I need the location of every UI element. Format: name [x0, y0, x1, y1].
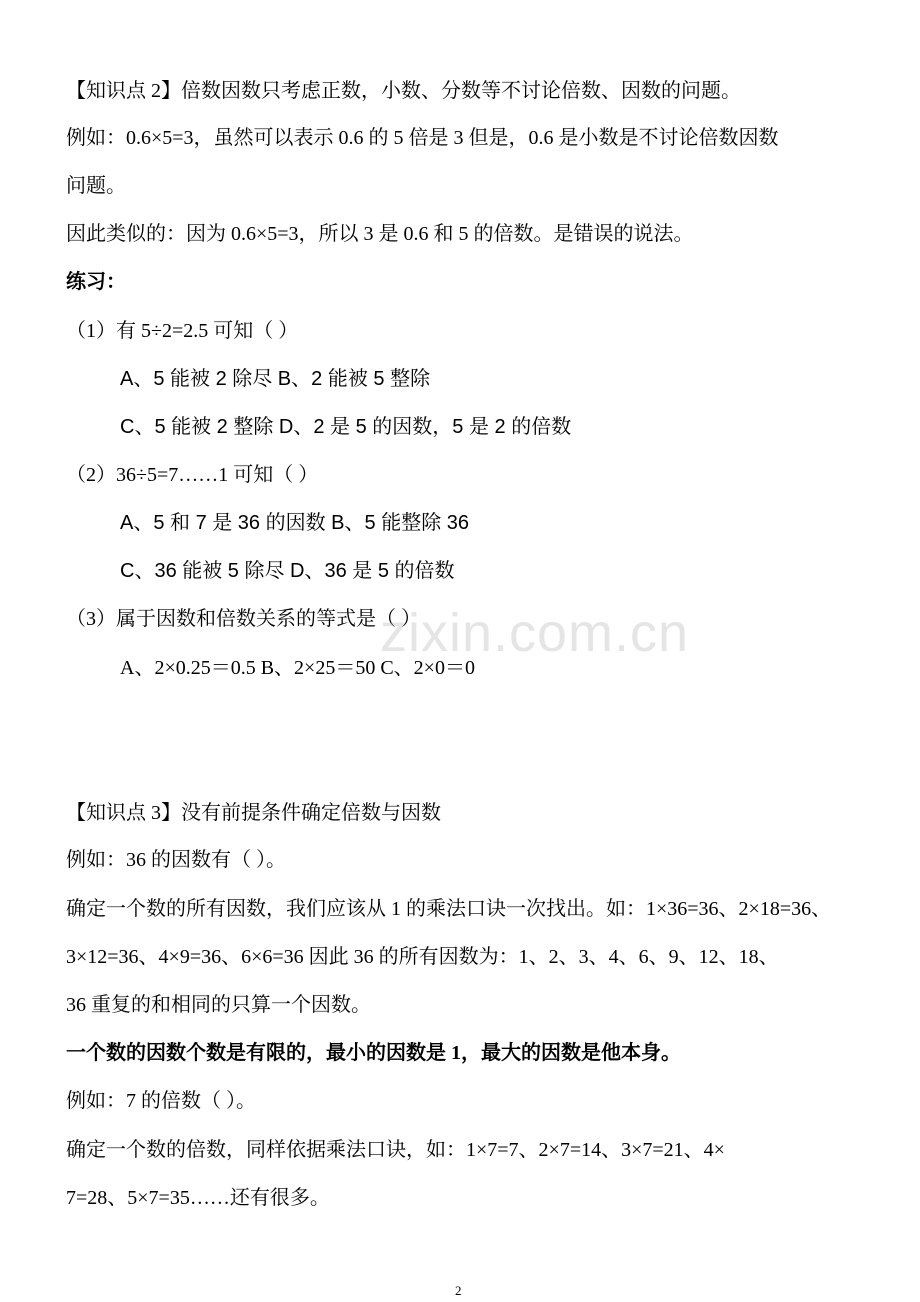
page-number: 2 [455, 1283, 462, 1298]
question-1-options-row2: C、5 能被 2 整除 D、2 是 5 的因数，5 是 2 的倍数 [120, 416, 572, 438]
factor-method-line-3: 36 重复的和相同的只算一个因数。 [66, 994, 371, 1016]
multiples-method-line-2: 7=28、5×7=35……还有很多。 [66, 1187, 330, 1209]
question-3-options: A、2×0.25＝0.5 B、2×25＝50 C、2×0＝0 [120, 657, 475, 679]
example-factors-of-36: 例如：36 的因数有（ ）。 [66, 849, 286, 871]
knowledge-point-3-heading: 【知识点 3】没有前提条件确定倍数与因数 [66, 802, 441, 824]
question-3-stem: （3）属于因数和倍数关系的等式是（ ） [66, 608, 421, 630]
example-line-1: 例如：0.6×5=3，虽然可以表示 0.6 的 5 倍是 3 但是，0.6 是小数是不讨论倍数因数 [66, 127, 779, 149]
factor-rule-bold: 一个数的因数个数是有限的，最小的因数是 1，最大的因数是他本身。 [66, 1042, 681, 1064]
similar-example: 因此类似的：因为 0.6×5=3，所以 3 是 0.6 和 5 的倍数。是错误的说法。 [66, 223, 694, 245]
knowledge-point-2-heading: 【知识点 2】倍数因数只考虑正数，小数、分数等不讨论倍数、因数的问题。 [66, 80, 741, 102]
factor-method-line-1: 确定一个数的所有因数，我们应该从 1 的乘法口诀一次找出。如：1×36=36、2×18=36、 [66, 898, 832, 920]
question-1-stem: （1）有 5÷2=2.5 可知（ ） [66, 320, 299, 342]
question-2-options-row1: A、5 和 7 是 36 的因数 B、5 能整除 36 [120, 512, 469, 534]
example-line-2: 问题。 [66, 175, 126, 197]
question-1-options-row1: A、5 能被 2 除尽 B、2 能被 5 整除 [120, 368, 431, 390]
watermark: zixin.com.cn [380, 603, 690, 663]
question-2-stem: （2）36÷5=7……1 可知（ ） [66, 464, 319, 486]
example-multiples-of-7: 例如：7 的倍数（ ）。 [66, 1090, 256, 1112]
factor-method-line-2: 3×12=36、4×9=36、6×6=36 因此 36 的所有因数为：1、2、3、4、6、9、12、18、 [66, 946, 779, 968]
practice-title: 练习： [66, 271, 126, 293]
multiples-method-line-1: 确定一个数的倍数，同样依据乘法口诀，如：1×7=7、2×7=14、3×7=21、4× [66, 1139, 725, 1161]
question-2-options-row2: C、36 能被 5 除尽 D、36 是 5 的倍数 [120, 560, 455, 582]
